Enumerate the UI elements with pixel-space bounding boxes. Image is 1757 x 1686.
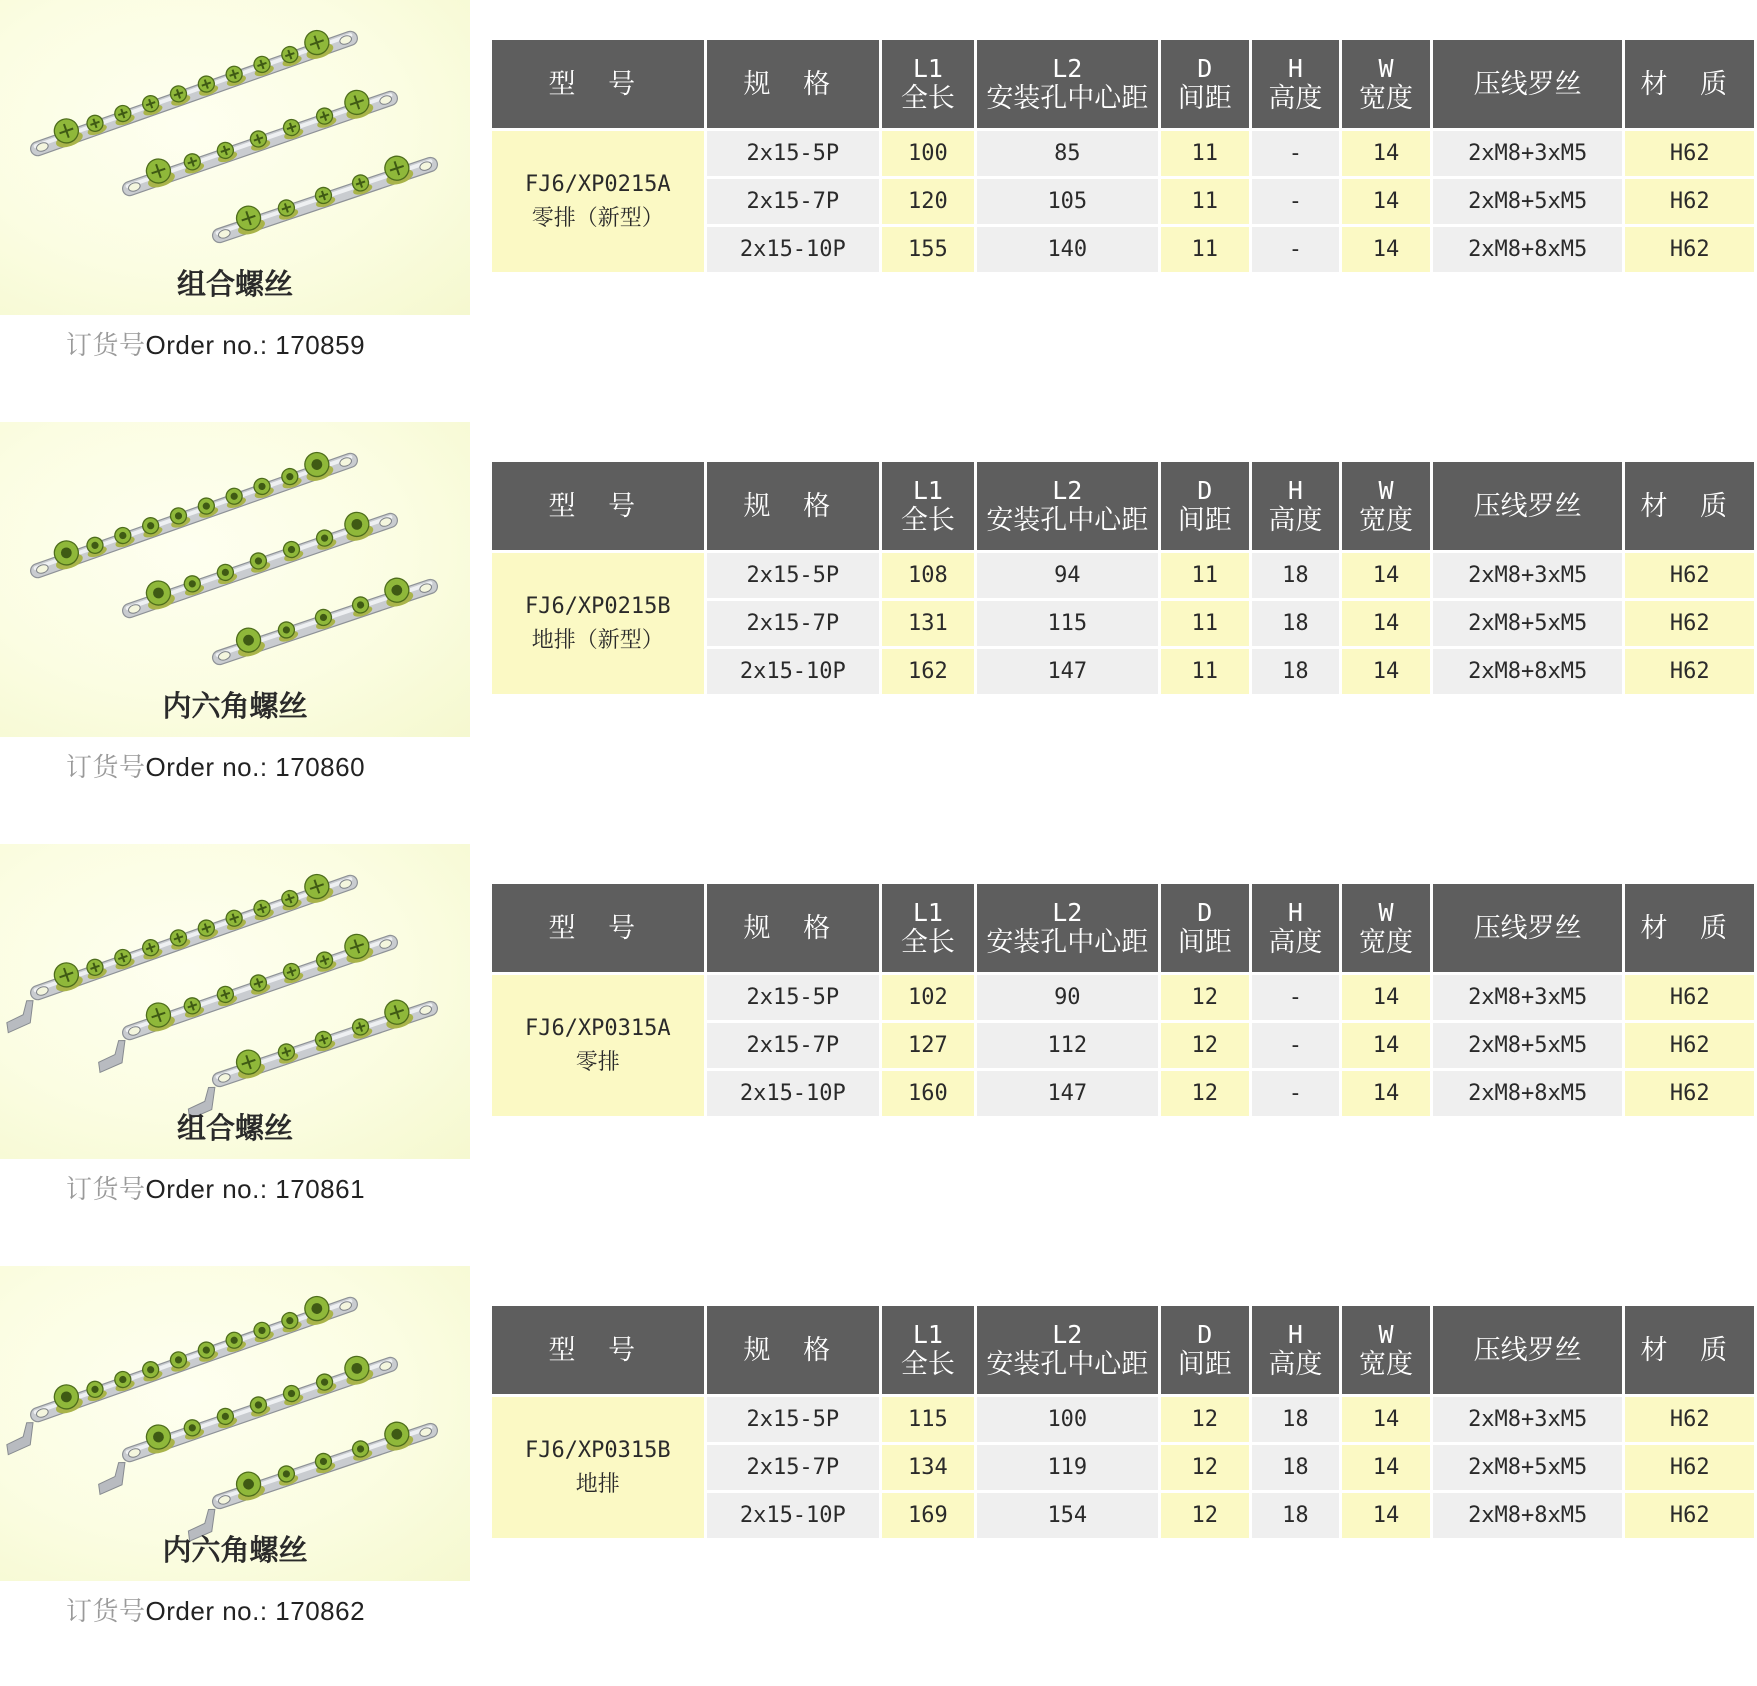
cell-spec: 2x15-10P xyxy=(707,227,879,272)
header-d-name: 间距 xyxy=(1177,926,1232,958)
header-l1 xyxy=(882,40,974,128)
header-h xyxy=(1252,40,1340,128)
cell-w: 14 xyxy=(1342,649,1430,694)
cell-spec: 2x15-5P xyxy=(707,975,879,1020)
cell-material: H62 xyxy=(1625,131,1754,176)
cell-d: 12 xyxy=(1161,1445,1249,1490)
table-row xyxy=(492,975,1754,1020)
cell-l2: 105 xyxy=(977,179,1158,224)
cell-material: H62 xyxy=(1625,975,1754,1020)
header-l2 xyxy=(977,40,1158,128)
cell-material: H62 xyxy=(1625,601,1754,646)
cell-w: 14 xyxy=(1342,975,1430,1020)
cell-screw: 2xM8+8xM5 xyxy=(1433,649,1623,694)
model-code: FJ6/XP0215B xyxy=(524,593,671,619)
header-d-name: 间距 xyxy=(1177,82,1232,114)
header-w xyxy=(1342,1306,1430,1394)
cell-w: 14 xyxy=(1342,227,1430,272)
header-d xyxy=(1161,884,1249,972)
header-l2-name: 安装孔中心距 xyxy=(986,504,1149,536)
model-name: 地排 xyxy=(575,1471,620,1497)
order-number-line xyxy=(66,747,365,784)
header-l1 xyxy=(882,1306,974,1394)
header-l2-code: L2 xyxy=(1052,897,1083,927)
header-l1-name: 全长 xyxy=(900,1348,955,1380)
header-screw: 压线罗丝 xyxy=(1433,1306,1623,1394)
header-l2-name: 安装孔中心距 xyxy=(986,82,1149,114)
header-w-name: 宽度 xyxy=(1359,504,1414,536)
header-h xyxy=(1252,1306,1340,1394)
header-w-name: 宽度 xyxy=(1359,1348,1414,1380)
header-l2 xyxy=(977,462,1158,550)
cell-d: 11 xyxy=(1161,131,1249,176)
cell-d: 11 xyxy=(1161,179,1249,224)
cell-w: 14 xyxy=(1342,1493,1430,1538)
header-w-code: W xyxy=(1378,897,1394,927)
cell-h: - xyxy=(1252,227,1340,272)
cell-d: 12 xyxy=(1161,1023,1249,1068)
header-h-code: H xyxy=(1287,475,1303,505)
order-number-line xyxy=(66,325,365,362)
cell-d: 11 xyxy=(1161,227,1249,272)
bent-foot xyxy=(0,999,40,1033)
product-section xyxy=(0,0,1757,420)
cell-spec: 2x15-7P xyxy=(707,1445,879,1490)
cell-screw: 2xM8+5xM5 xyxy=(1433,1023,1623,1068)
header-spec: 规 格 xyxy=(707,1306,879,1394)
header-w-name: 宽度 xyxy=(1359,82,1414,114)
cell-h: 18 xyxy=(1252,1493,1340,1538)
cell-d: 12 xyxy=(1161,975,1249,1020)
cell-spec: 2x15-7P xyxy=(707,1023,879,1068)
cell-l1: 108 xyxy=(882,553,974,598)
screw-type-label: 内六角螺丝 xyxy=(162,689,308,723)
cell-l1: 115 xyxy=(882,1397,974,1442)
cell-material: H62 xyxy=(1625,1071,1754,1116)
cell-screw: 2xM8+3xM5 xyxy=(1433,131,1623,176)
order-label-cn: 订货号 xyxy=(66,1175,146,1205)
model-code: FJ6/XP0315A xyxy=(524,1015,671,1041)
cell-l1: 134 xyxy=(882,1445,974,1490)
model-name: 零排（新型） xyxy=(531,205,664,231)
cell-h: 18 xyxy=(1252,1445,1340,1490)
cell-w: 14 xyxy=(1342,553,1430,598)
spec-table-header xyxy=(492,40,1754,128)
spec-table xyxy=(489,37,1757,275)
header-d-code: D xyxy=(1197,475,1213,505)
model-name: 地排（新型） xyxy=(531,627,664,653)
header-l1 xyxy=(882,884,974,972)
cell-screw: 2xM8+3xM5 xyxy=(1433,1397,1623,1442)
bent-foot xyxy=(0,1421,40,1455)
header-l1-code: L1 xyxy=(912,53,943,83)
header-h-code: H xyxy=(1287,53,1303,83)
spec-table xyxy=(489,1303,1757,1541)
cell-h: - xyxy=(1252,1023,1340,1068)
screw-type-label: 内六角螺丝 xyxy=(162,1533,308,1567)
product-section xyxy=(0,1266,1757,1686)
cell-l2: 154 xyxy=(977,1493,1158,1538)
cell-h: - xyxy=(1252,1071,1340,1116)
cell-l1: 102 xyxy=(882,975,974,1020)
header-material: 材 质 xyxy=(1625,40,1754,128)
cell-l1: 155 xyxy=(882,227,974,272)
header-spec: 规 格 xyxy=(707,884,879,972)
header-l1-name: 全长 xyxy=(900,82,955,114)
cell-w: 14 xyxy=(1342,1071,1430,1116)
cell-spec: 2x15-10P xyxy=(707,1493,879,1538)
cell-w: 14 xyxy=(1342,1023,1430,1068)
header-l1-name: 全长 xyxy=(900,504,955,536)
product-section xyxy=(0,422,1757,842)
cell-w: 14 xyxy=(1342,179,1430,224)
cell-l2: 100 xyxy=(977,1397,1158,1442)
model-cell xyxy=(492,131,704,272)
header-w-code: W xyxy=(1378,53,1394,83)
bent-foot xyxy=(92,1461,132,1495)
product-section xyxy=(0,844,1757,1264)
cell-h: 18 xyxy=(1252,1397,1340,1442)
header-screw: 压线罗丝 xyxy=(1433,462,1623,550)
cell-material: H62 xyxy=(1625,1445,1754,1490)
header-l1-code: L1 xyxy=(912,897,943,927)
header-l2-name: 安装孔中心距 xyxy=(986,926,1149,958)
cell-w: 14 xyxy=(1342,1397,1430,1442)
header-l2-code: L2 xyxy=(1052,1319,1083,1349)
header-spec: 规 格 xyxy=(707,462,879,550)
table-row xyxy=(492,553,1754,598)
cell-l2: 140 xyxy=(977,227,1158,272)
cell-d: 12 xyxy=(1161,1397,1249,1442)
model-cell xyxy=(492,553,704,694)
terminal-bar xyxy=(25,18,360,159)
table-row xyxy=(492,131,1754,176)
cell-l2: 115 xyxy=(977,601,1158,646)
cell-w: 14 xyxy=(1342,601,1430,646)
product-photo xyxy=(0,844,470,1159)
header-l1 xyxy=(882,462,974,550)
header-h xyxy=(1252,462,1340,550)
cell-spec: 2x15-7P xyxy=(707,179,879,224)
order-label-cn: 订货号 xyxy=(66,331,146,361)
header-spec: 规 格 xyxy=(707,40,879,128)
cell-l1: 160 xyxy=(882,1071,974,1116)
header-d-name: 间距 xyxy=(1177,504,1232,536)
spec-table-header xyxy=(492,884,1754,972)
terminal-bar xyxy=(85,1344,407,1494)
header-w xyxy=(1342,884,1430,972)
header-d xyxy=(1161,40,1249,128)
cell-h: 18 xyxy=(1252,553,1340,598)
terminal-bar xyxy=(25,440,360,581)
cell-h: - xyxy=(1252,179,1340,224)
header-d xyxy=(1161,1306,1249,1394)
header-w xyxy=(1342,462,1430,550)
header-model: 型 号 xyxy=(492,462,704,550)
model-code: FJ6/XP0315B xyxy=(524,1437,671,1463)
product-photo xyxy=(0,422,470,737)
cell-screw: 2xM8+5xM5 xyxy=(1433,601,1623,646)
cell-spec: 2x15-5P xyxy=(707,131,879,176)
order-number: 170862 xyxy=(275,1596,366,1626)
terminal-bar xyxy=(207,144,440,246)
cell-l2: 94 xyxy=(977,553,1158,598)
cell-l1: 131 xyxy=(882,601,974,646)
order-label-cn: 订货号 xyxy=(66,753,146,783)
bent-foot xyxy=(92,1039,132,1073)
header-w-name: 宽度 xyxy=(1359,926,1414,958)
terminal-bar xyxy=(85,922,407,1072)
header-screw: 压线罗丝 xyxy=(1433,40,1623,128)
model-name: 零排 xyxy=(575,1049,620,1075)
cell-h: 18 xyxy=(1252,601,1340,646)
header-l2-code: L2 xyxy=(1052,53,1083,83)
cell-d: 11 xyxy=(1161,649,1249,694)
cell-d: 12 xyxy=(1161,1493,1249,1538)
model-cell xyxy=(492,975,704,1116)
header-l2 xyxy=(977,884,1158,972)
header-d-code: D xyxy=(1197,53,1213,83)
header-model: 型 号 xyxy=(492,1306,704,1394)
spec-table-header xyxy=(492,462,1754,550)
order-number: 170860 xyxy=(275,752,366,782)
product-photo xyxy=(0,1266,470,1581)
header-model: 型 号 xyxy=(492,40,704,128)
order-number: 170859 xyxy=(275,330,366,360)
cell-material: H62 xyxy=(1625,553,1754,598)
cell-l2: 147 xyxy=(977,649,1158,694)
header-l1-code: L1 xyxy=(912,475,943,505)
cell-screw: 2xM8+5xM5 xyxy=(1433,179,1623,224)
order-label-cn: 订货号 xyxy=(66,1597,146,1627)
header-h-code: H xyxy=(1287,897,1303,927)
header-d-code: D xyxy=(1197,897,1213,927)
cell-h: - xyxy=(1252,131,1340,176)
header-l1-code: L1 xyxy=(912,1319,943,1349)
cell-material: H62 xyxy=(1625,1493,1754,1538)
cell-l2: 119 xyxy=(977,1445,1158,1490)
cell-d: 11 xyxy=(1161,601,1249,646)
cell-l2: 147 xyxy=(977,1071,1158,1116)
cell-material: H62 xyxy=(1625,1397,1754,1442)
cell-l1: 162 xyxy=(882,649,974,694)
order-label-en: Order no.: xyxy=(145,1174,276,1204)
header-l2-name: 安装孔中心距 xyxy=(986,1348,1149,1380)
terminal-bar xyxy=(207,566,440,668)
header-w-code: W xyxy=(1378,1319,1394,1349)
order-number-line xyxy=(66,1169,365,1206)
cell-l1: 127 xyxy=(882,1023,974,1068)
header-material: 材 质 xyxy=(1625,462,1754,550)
cell-spec: 2x15-10P xyxy=(707,1071,879,1116)
order-number: 170861 xyxy=(275,1174,366,1204)
model-cell xyxy=(492,1397,704,1538)
header-w xyxy=(1342,40,1430,128)
cell-material: H62 xyxy=(1625,179,1754,224)
cell-spec: 2x15-5P xyxy=(707,553,879,598)
cell-l1: 120 xyxy=(882,179,974,224)
header-h-name: 高度 xyxy=(1268,82,1323,114)
spec-table xyxy=(489,881,1757,1119)
cell-l1: 100 xyxy=(882,131,974,176)
cell-screw: 2xM8+3xM5 xyxy=(1433,975,1623,1020)
header-d-name: 间距 xyxy=(1177,1348,1232,1380)
cell-spec: 2x15-10P xyxy=(707,649,879,694)
header-d xyxy=(1161,462,1249,550)
spec-table xyxy=(489,459,1757,697)
header-material: 材 质 xyxy=(1625,884,1754,972)
cell-l1: 169 xyxy=(882,1493,974,1538)
order-number-line xyxy=(66,1591,365,1628)
product-photo xyxy=(0,0,470,315)
screw-type-label: 组合螺丝 xyxy=(176,1111,293,1145)
header-l1-name: 全长 xyxy=(900,926,955,958)
header-screw: 压线罗丝 xyxy=(1433,884,1623,972)
header-h-name: 高度 xyxy=(1268,926,1323,958)
screw-type-label: 组合螺丝 xyxy=(176,267,293,301)
cell-material: H62 xyxy=(1625,1023,1754,1068)
cell-d: 12 xyxy=(1161,1071,1249,1116)
cell-l2: 112 xyxy=(977,1023,1158,1068)
order-label-en: Order no.: xyxy=(145,1596,276,1626)
cell-screw: 2xM8+8xM5 xyxy=(1433,1071,1623,1116)
header-h-name: 高度 xyxy=(1268,504,1323,536)
header-model: 型 号 xyxy=(492,884,704,972)
header-w-code: W xyxy=(1378,475,1394,505)
cell-screw: 2xM8+3xM5 xyxy=(1433,553,1623,598)
model-code: FJ6/XP0215A xyxy=(524,171,671,197)
cell-spec: 2x15-7P xyxy=(707,601,879,646)
header-h-code: H xyxy=(1287,1319,1303,1349)
header-material: 材 质 xyxy=(1625,1306,1754,1394)
cell-w: 14 xyxy=(1342,131,1430,176)
cell-material: H62 xyxy=(1625,649,1754,694)
order-label-en: Order no.: xyxy=(145,752,276,782)
header-l2 xyxy=(977,1306,1158,1394)
header-d-code: D xyxy=(1197,1319,1213,1349)
order-label-en: Order no.: xyxy=(145,330,276,360)
cell-material: H62 xyxy=(1625,227,1754,272)
cell-h: - xyxy=(1252,975,1340,1020)
header-h xyxy=(1252,884,1340,972)
cell-screw: 2xM8+8xM5 xyxy=(1433,1493,1623,1538)
cell-screw: 2xM8+8xM5 xyxy=(1433,227,1623,272)
cell-d: 11 xyxy=(1161,553,1249,598)
cell-l2: 85 xyxy=(977,131,1158,176)
cell-w: 14 xyxy=(1342,1445,1430,1490)
spec-table-header xyxy=(492,1306,1754,1394)
cell-spec: 2x15-5P xyxy=(707,1397,879,1442)
cell-l2: 90 xyxy=(977,975,1158,1020)
header-l2-code: L2 xyxy=(1052,475,1083,505)
cell-screw: 2xM8+5xM5 xyxy=(1433,1445,1623,1490)
header-h-name: 高度 xyxy=(1268,1348,1323,1380)
cell-h: 18 xyxy=(1252,649,1340,694)
table-row xyxy=(492,1397,1754,1442)
